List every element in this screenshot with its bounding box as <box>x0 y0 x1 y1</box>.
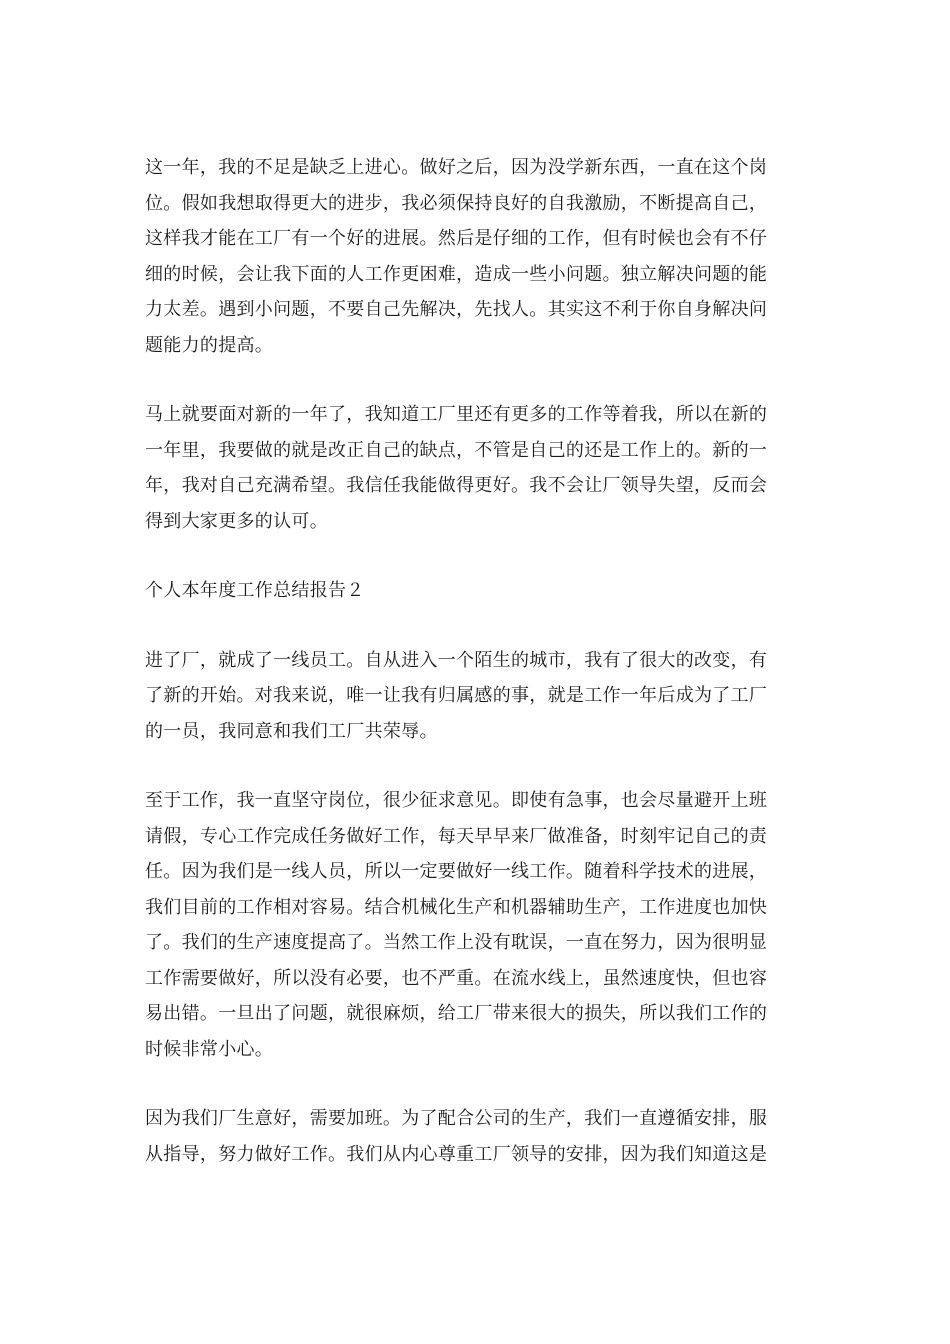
text-line: 进了厂，就成了一线员工。自从进入一个陌生的城市，我有了很大的改变，有 <box>145 649 768 671</box>
text-line: 位。假如我想取得更大的进步，我必须保持良好的自我激励，不断提高自己， <box>145 192 768 214</box>
text-line: 易出错。一旦出了问题，就很麻烦，给工厂带来很大的损失，所以我们工作的 <box>145 1003 768 1024</box>
text-line: 了新的开始。对我来说，唯一让我有归属感的事，就是工作一年后成为了工厂 <box>145 685 768 706</box>
paragraph-work-attitude <box>145 783 805 1067</box>
text-line: 因为我们厂生意好，需要加班。为了配合公司的生产，我们一直遵循安排，服 <box>145 1108 768 1129</box>
section-heading: 个人本年度工作总结报告２ <box>145 580 365 601</box>
text-line: 细的时候，会让我下面的人工作更困难，造成一些小问题。独立解决问题的能 <box>145 263 768 285</box>
text-line: 时候非常小心。 <box>145 1038 274 1060</box>
text-line: 这样我才能在工厂有一个好的进展。然后是仔细的工作，但有时候也会有不仔 <box>145 228 768 249</box>
text-line: 一年里，我要做的就是改正自己的缺点，不管是自己的还是工作上的。新的一 <box>145 439 768 461</box>
paragraph-joining-factory <box>145 643 805 750</box>
text-line: 年，我对自己充满希望。我信任我能做得更好。我不会让厂领导失望，反而会 <box>145 475 768 496</box>
text-line: 请假，专心工作完成任务做好工作，每天早早来厂做准备，时刻牢记自己的责 <box>145 825 768 847</box>
text-line: 题能力的提高。 <box>145 334 274 356</box>
paragraph-new-year <box>145 397 805 539</box>
text-line: 至于工作，我一直坚守岗位，很少征求意见。即使有急事，也会尽量避开上班 <box>145 790 768 811</box>
paragraph-shortcomings <box>145 150 805 363</box>
text-line: 的一员，我同意和我们工厂共荣辱。 <box>145 720 438 742</box>
text-line: 马上就要面对新的一年了，我知道工厂里还有更多的工作等着我，所以在新的 <box>145 404 768 425</box>
text-line: 工作需要做好，所以没有必要，也不严重。在流水线上，虽然速度快，但也容 <box>145 967 768 989</box>
text-line: 从指导，努力做好工作。我们从内心尊重工厂领导的安排，因为我们知道这是 <box>145 1143 768 1165</box>
document-body <box>145 150 805 1206</box>
paragraph-overtime <box>145 1101 805 1172</box>
text-line: 任。因为我们是一线人员，所以一定要做好一线工作。随着科学技术的进展， <box>145 861 768 882</box>
text-line: 我们目前的工作相对容易。结合机械化生产和机器辅助生产，工作进度也加快 <box>145 896 768 918</box>
text-line: 力太差。遇到小问题，不要自己先解决，先找人。其实这不利于你自身解决问 <box>145 299 768 320</box>
text-line: 得到大家更多的认可。 <box>145 510 328 532</box>
text-line: 这一年，我的不足是缺乏上进心。做好之后，因为没学新东西，一直在这个岗 <box>145 157 768 178</box>
text-line: 了。我们的生产速度提高了。当然工作上没有耽误，一直在努力，因为很明显 <box>145 932 768 953</box>
